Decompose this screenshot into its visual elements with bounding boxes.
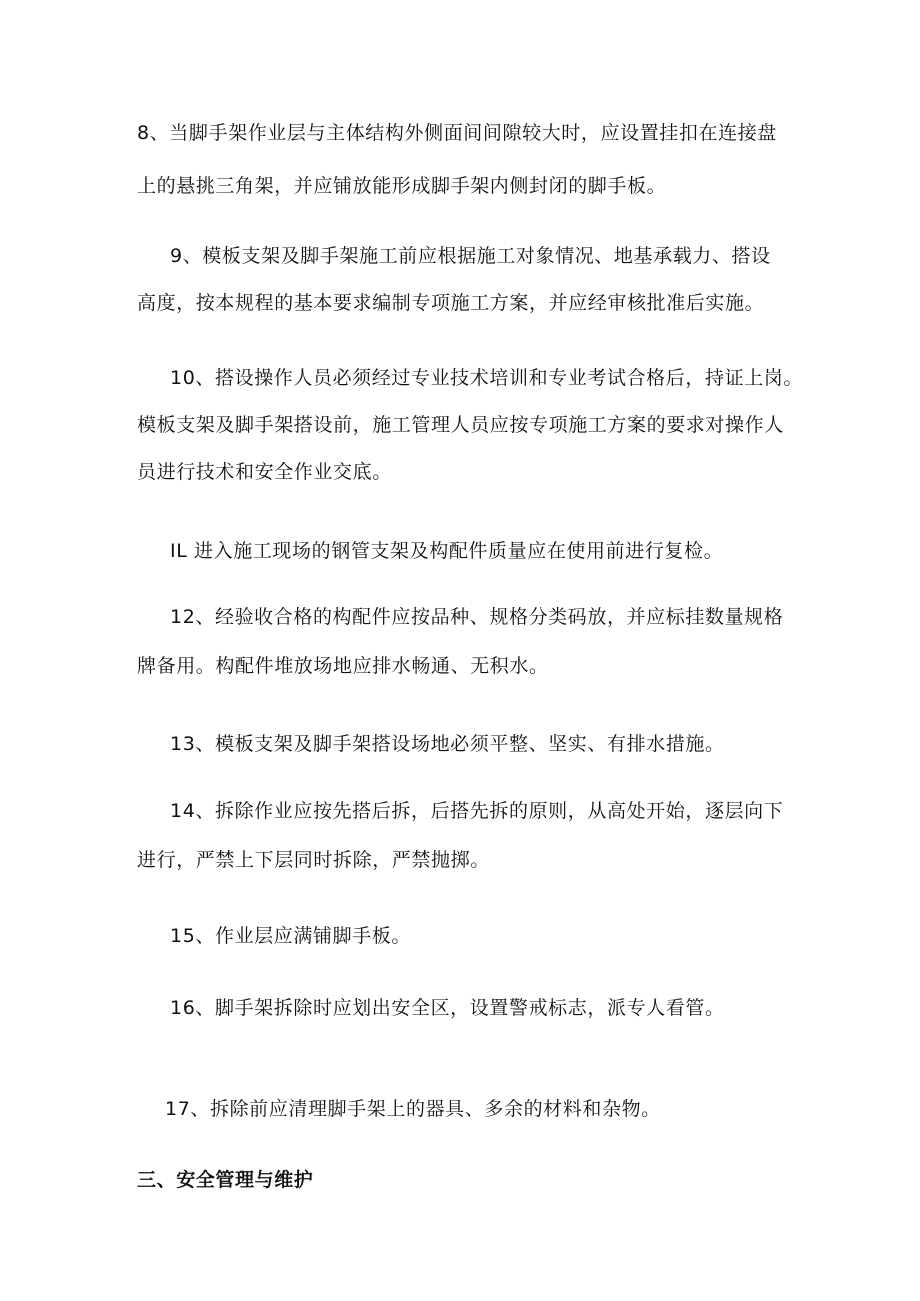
paragraph-9-line-2: 高度，按本规程的基本要求编制专项施工方案，并应经审核批准后实施。 <box>137 292 765 314</box>
paragraph-12-line-2: 牌备用。构配件堆放场地应排水畅通、无积水。 <box>137 655 549 677</box>
paragraph-10-line-1: 10、搭设操作人员必须经过专业技术培训和专业考试合格后，持证上岗。 <box>170 367 803 389</box>
paragraph-13-line-1: 13、模板支架及脚手架搭设场地必须平整、坚实、有排水措施。 <box>170 733 725 755</box>
paragraph-11-line-1: IL 进入施工现场的钢管支架及构配件质量应在使用前进行复检。 <box>170 540 724 562</box>
paragraph-14-line-1: 14、拆除作业应按先搭后拆，后搭先拆的原则，从高处开始，逐层向下 <box>170 800 784 822</box>
paragraph-9-line-1: 9、模板支架及脚手架施工前应根据施工对象情况、地基承载力、搭设 <box>170 245 771 267</box>
paragraph-15-line-1: 15、作业层应满铺脚手板。 <box>170 925 411 947</box>
paragraph-12-line-1: 12、经验收合格的构配件应按品种、规格分类码放，并应标挂数量规格 <box>170 606 784 628</box>
paragraph-8-line-1: 8、当脚手架作业层与主体结构外侧面间间隙较大时，应设置挂扣在连接盘 <box>137 122 777 144</box>
paragraph-17-line-1: 17、拆除前应清理脚手架上的器具、多余的材料和杂物。 <box>165 1098 661 1120</box>
paragraph-10-line-3: 员进行技术和安全作业交底。 <box>137 461 392 483</box>
paragraph-14-line-2: 进行，严禁上下层同时拆除，严禁抛掷。 <box>137 849 490 871</box>
paragraph-16-line-1: 16、脚手架拆除时应划出安全区，设置警戒标志，派专人看管。 <box>170 997 725 1019</box>
section-heading: 三、安全管理与维护 <box>137 1169 314 1191</box>
paragraph-10-line-2: 模板支架及脚手架搭设前，施工管理人员应按专项施工方案的要求对操作人 <box>137 414 784 436</box>
paragraph-8-line-2: 上的悬挑三角架，并应铺放能形成脚手架内侧封闭的脚手板。 <box>137 175 667 197</box>
